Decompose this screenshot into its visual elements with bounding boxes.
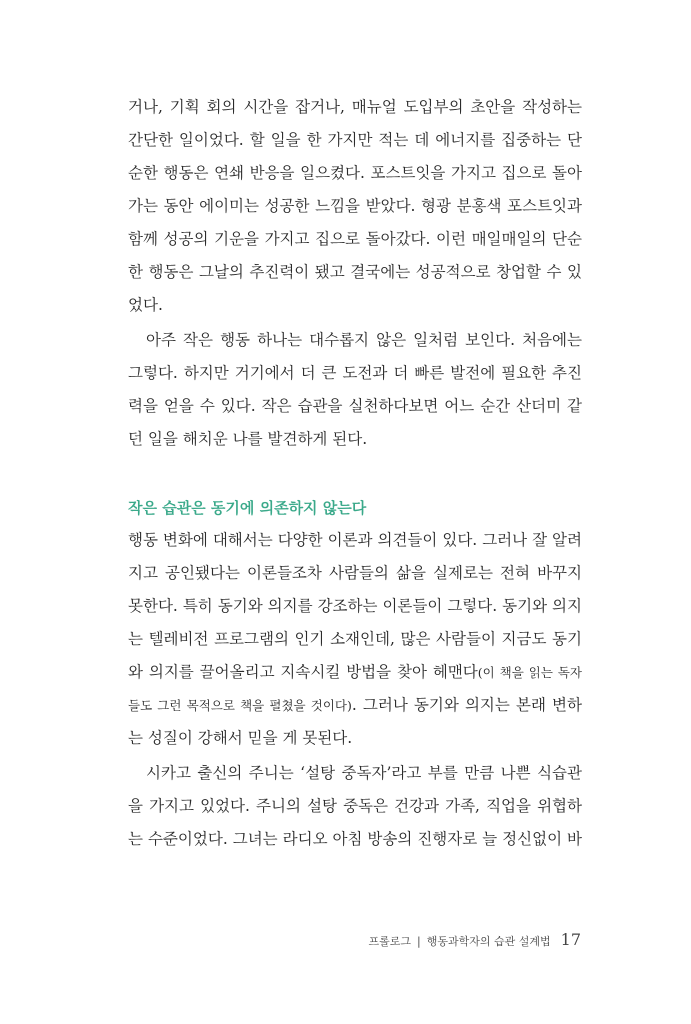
text-line: 는 텔레비전 프로그램의 인기 소재인데, 많은 사람들이 지금도 동기 [128, 630, 582, 648]
page-footer [369, 930, 581, 949]
text-line [128, 695, 582, 716]
text-line: 간단한 일이었다. 할 일을 한 가지만 적는 데 에너지를 집중하는 단 [128, 131, 582, 149]
text-line: 거나, 기획 회의 시간을 잡거나, 매뉴얼 도입부의 초안을 작성하는 [128, 98, 582, 116]
text-line: 아주 작은 행동 하나는 대수롭지 않은 일처럼 보인다. 처음에는 [146, 331, 582, 349]
page-number: 17 [560, 930, 581, 949]
text-segment: 와 의지를 끌어올리고 지속시킬 방법을 찾아 헤맨다 [128, 663, 478, 681]
text-line: 못한다. 특히 동기와 의지를 강조하는 이론들이 그렇다. 동기와 의지 [128, 597, 582, 615]
text-line: 지고 공인됐다는 이론들조차 사람들의 삶을 실제로는 전혀 바꾸지 [128, 564, 582, 582]
text-line: 함께 성공의 기운을 가지고 집으로 돌아갔다. 이런 매일매일의 단순 [128, 230, 582, 248]
text-line: 는 수준이었다. 그녀는 라디오 아침 방송의 진행자로 늘 정신없이 바 [128, 830, 582, 848]
text-line: 력을 얻을 수 있다. 작은 습관을 실천하다보면 어느 순간 산더미 같 [128, 397, 582, 415]
text-segment: . 그러나 동기와 의지는 본래 변하 [351, 696, 582, 714]
text-line: 한 행동은 그날의 추진력이 됐고 결국에는 성공적으로 창업할 수 있 [128, 263, 582, 281]
text-line: 었다. [128, 296, 163, 314]
text-line: 행동 변화에 대해서는 다양한 이론과 의견들이 있다. 그러나 잘 알려 [128, 531, 582, 549]
text-line: 는 성질이 강해서 믿을 게 못된다. [128, 729, 353, 747]
text-line: 을 가지고 있었다. 주니의 설탕 중독은 건강과 가족, 직업을 위협하 [128, 797, 582, 815]
text-line: 던 일을 해치운 나를 발견하게 된다. [128, 430, 368, 448]
section-heading: 작은 습관은 동기에 의존하지 않는다 [128, 499, 367, 517]
aside-text: (이 책을 읽는 독자 [477, 665, 582, 680]
footer-section: 프롤로그 [368, 935, 412, 948]
footer-book-title: 행동과학자의 습관 설계법 [426, 935, 551, 948]
text-line: 순한 행동은 연쇄 반응을 일으켰다. 포스트잇을 가지고 집으로 돌아 [128, 164, 582, 182]
text-line [128, 662, 582, 683]
footer-separator: | [417, 935, 421, 948]
text-line: 시카고 출신의 주니는 ‘설탕 중독자’라고 부를 만큼 나쁜 식습관 [146, 764, 582, 782]
text-line: 가는 동안 에이미는 성공한 느낌을 받았다. 형광 분홍색 포스트잇과 [128, 197, 582, 215]
aside-text: 들도 그런 목적으로 책을 펼쳤을 것이다) [128, 698, 352, 713]
text-line: 그렇다. 하지만 거기에서 더 큰 도전과 더 빠른 발전에 필요한 추진 [128, 364, 582, 382]
